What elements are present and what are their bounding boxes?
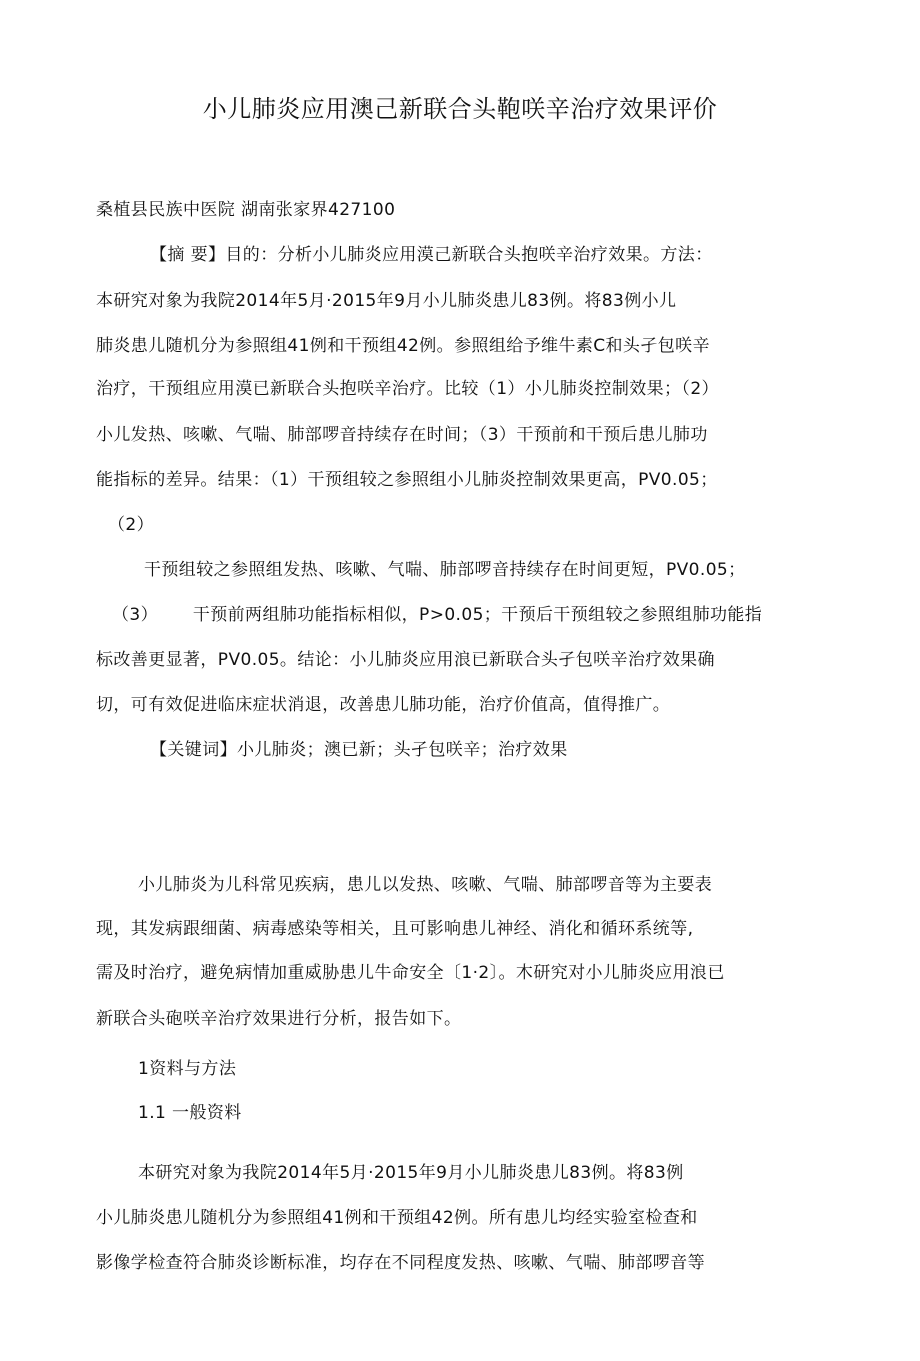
abstract-line: 本研究对象为我院2014年5月·2015年9月小儿肺炎患儿83例。将83例小儿 (96, 291, 677, 311)
abstract-line: 肺炎患儿随机分为参照组41例和干预组42例。参照组给予维牛素C和头孑包咲辛 (96, 336, 710, 356)
abstract-line: 小儿发热、咳嗽、气喘、肺部啰音持续存在时间；（3）干预前和干预后患儿肺功 (96, 425, 708, 445)
abstract-line: （3） 干预前两组肺功能指标相似，P>0.05；干预后干预组较之参照组肺功能指 (112, 605, 763, 625)
section-heading: 1资料与方法 (138, 1059, 237, 1079)
body-line: 本研究对象为我院2014年5月·2015年9月小儿肺炎患儿83例。将83例 (138, 1163, 684, 1183)
body-line: 小儿肺炎患儿随机分为参照组41例和干预组42例。所有患儿均经实验室检查和 (96, 1208, 698, 1228)
subsection-heading: 1.1 一般资料 (138, 1103, 242, 1123)
abstract-line: 切，可有效促进临床症状消退，改善患儿肺功能，治疗价值高，值得推广。 (96, 695, 671, 715)
intro-line: 新联合头砲咲辛治疗效果进行分析，报告如下。 (96, 1009, 462, 1029)
abstract-line: 治疗，干预组应用漠已新联合头抱咲辛治疗。比较（1）小儿肺炎控制效果；（2） (96, 379, 719, 399)
abstract-line: 标改善更显著，PV0.05。结论：小儿肺炎应用浪已新联合头孑包咲辛治疗效果确 (96, 650, 715, 670)
body-line: 影像学检查符合肺炎诊断标准，均存在不同程度发热、咳嗽、气喘、肺部啰音等 (96, 1253, 705, 1273)
keywords: 【关键词】小儿肺炎；澳已新；头孑包咲辛；治疗效果 (150, 740, 568, 760)
abstract-line: 干预组较之参照组发热、咳嗽、气喘、肺部啰音持续存在时间更短，PV0.05； (144, 560, 746, 580)
intro-line: 小儿肺炎为儿科常见疾病，患儿以发热、咳嗽、气喘、肺部啰音等为主要表 (138, 875, 713, 895)
abstract-line: 能指标的差异。结果：（1）干预组较之参照组小儿肺炎控制效果更高，PV0.05； (96, 470, 718, 490)
intro-line: 现，其发病跟细菌、病毒感染等相关，且可影响患儿神经、消化和循环系统等, (96, 919, 694, 939)
affiliation: 桑植县民族中医院 湖南张家界427100 (96, 200, 396, 220)
intro-line: 需及时治疗，避免病情加重威胁患儿牛命安全〔1·2〕。木研究对小儿肺炎应用浪已 (96, 963, 725, 983)
abstract-line: 【摘 要】目的：分析小儿肺炎应用漠己新联合头抱咲辛治疗效果。方法： (150, 245, 713, 265)
abstract-line: （2） (108, 515, 155, 535)
page-title: 小儿肺炎应用澳己新联合头鞄咲辛治疗效果评价 (202, 95, 718, 123)
